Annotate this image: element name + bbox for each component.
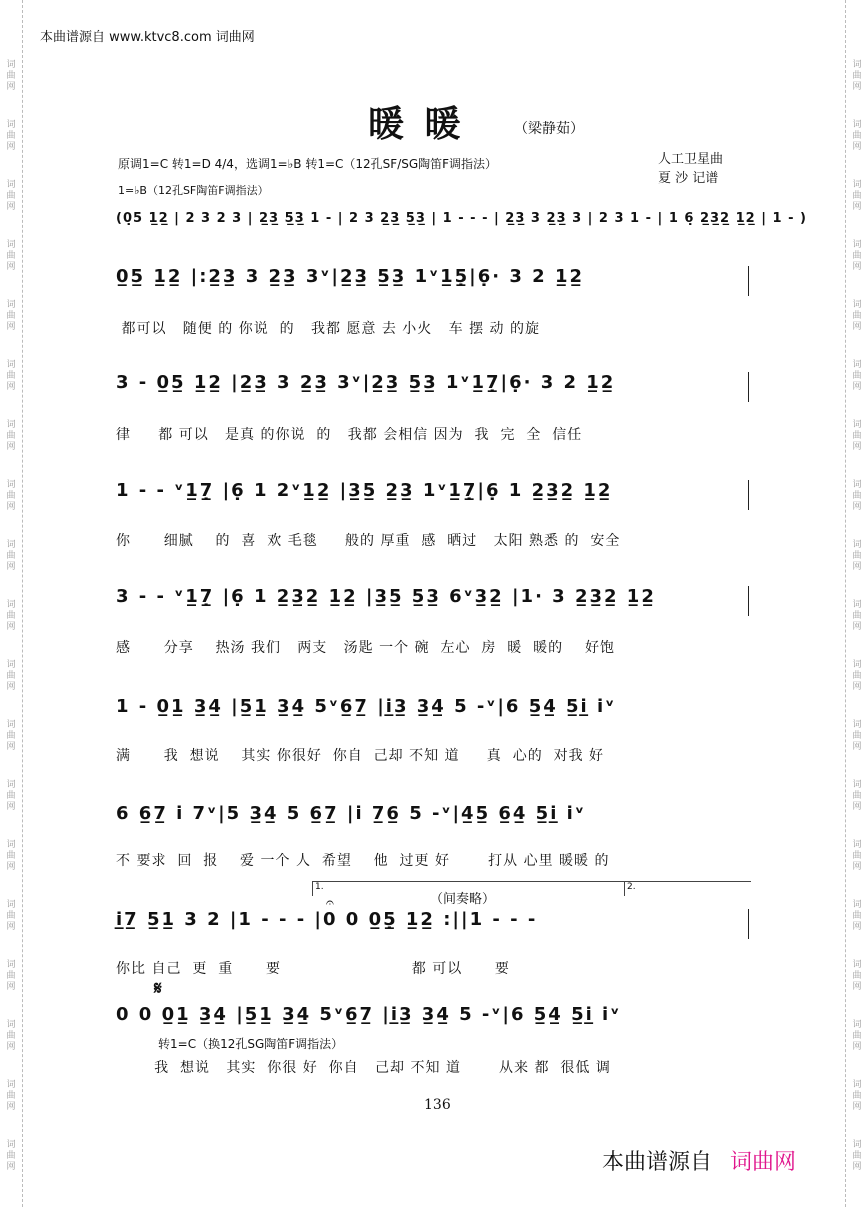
margin-watermark-text: 词 曲 网 [852, 360, 862, 392]
key-info-secondary: 1=♭B（12孔SF陶笛F调指法） [118, 184, 269, 197]
singer: （梁静茹） [514, 121, 584, 137]
margin-watermark-text: 词 曲 网 [6, 780, 16, 812]
volta-2: 2. [624, 881, 751, 896]
margin-watermark-text: 词 曲 网 [852, 660, 862, 692]
margin-watermark-text: 词 曲 网 [852, 1140, 862, 1172]
notes-line-6: 6 6̲7̲ i 7ᵛ|5 3̲4̲ 5 6̲7̲ |i 7̲6̲ 5 -ᵛ|4̲5̲ 6̲4̲ 5̲i̲ iᵛ [116, 803, 586, 824]
barline [748, 586, 749, 616]
fermata: 𝄐 [326, 895, 334, 911]
lyrics-line-8: 我 想说 其实 你很 好 你自 己却 不知 道 从来 都 很低 调 [116, 1060, 611, 1076]
margin-watermark-text: 词 曲 网 [6, 180, 16, 212]
margin-watermark-text: 词 曲 网 [6, 600, 16, 632]
margin-watermark-text: 词 曲 网 [852, 780, 862, 812]
margin-watermark-text: 词 曲 网 [6, 300, 16, 332]
source-footer-site: 词曲网 [730, 1150, 797, 1175]
lyrics-line-5: 满 我 想说 其实 你很好 你自 己却 不知 道 真 心的 对我 好 [116, 748, 605, 764]
lyrics-line-6: 不 要求 回 报 爱 一个 人 希望 他 过更 好 打从 心里 暖暖 的 [116, 853, 610, 869]
notes-line-3: 1 - - ᵛ1̲7̣̲ |6̣ 1 2ᵛ1̲2̲ |3̲5̲ 2̲3̲ 1ᵛ1̲7̣̲|6̣ 1 2̲3̲2̲ 1̲2̲ [116, 480, 613, 501]
margin-watermark-text: 词 曲 网 [6, 360, 16, 392]
interlude-label: （间奏略） [430, 892, 496, 907]
margin-watermark-text: 词 曲 网 [852, 840, 862, 872]
source-line: 本曲谱源自 www.ktvc8.com 词曲网 [40, 30, 255, 45]
margin-watermark-text: 词 曲 网 [852, 180, 862, 212]
margin-watermark-text: 词 曲 网 [852, 60, 862, 92]
margin-watermark-text: 词 曲 网 [6, 1080, 16, 1112]
margin-watermark-text: 词 曲 网 [6, 720, 16, 752]
margin-watermark-text: 词 曲 网 [6, 60, 16, 92]
lyrics-line-2: 律 都 可以 是真 的你说 的 我都 会相信 因为 我 完 全 信任 [116, 427, 583, 443]
margin-watermark-text: 词 曲 网 [6, 900, 16, 932]
margin-watermark-text: 词 曲 网 [6, 540, 16, 572]
margin-watermark-text: 词 曲 网 [6, 1020, 16, 1052]
page-number: 136 [424, 1097, 451, 1113]
margin-watermark-text: 词 曲 网 [852, 300, 862, 332]
credits [658, 150, 723, 188]
key-change-note: 转1=C（换12孔SG陶笛F调指法） [158, 1037, 344, 1051]
margin-watermark-text: 词 曲 网 [6, 660, 16, 692]
margin-watermark-text: 词 曲 网 [6, 420, 16, 452]
notes-line-7: i̲7̲ 5̲1̲ 3 2 |1 - - - |0 0 0̲5̣̲ 1̲2̲ :||1 - - - [116, 909, 538, 930]
notes-line-5: 1 - 0̲1̲ 3̲4̲ |5̲1̲ 3̲4̲ 5ᵛ6̲7̲ |i̲3̲ 3̲4̲ 5 -ᵛ|6 5̲4̲ 5̲i̲ iᵛ [116, 696, 617, 717]
margin-watermark-text: 词 曲 网 [6, 840, 16, 872]
lyrics-line-1: 都可以 随便 的 你说 的 我都 愿意 去 小火 车 摆 动 的旋 [116, 321, 541, 337]
margin-watermark-text: 词 曲 网 [852, 720, 862, 752]
lyrics-line-3: 你 细腻 的 喜 欢 毛毯 般的 厚重 感 晒过 太阳 熟悉 的 安全 [116, 533, 621, 549]
notes-line-8: 0 0 0̲1̲ 3̲4̲ |5̲1̲ 3̲4̲ 5ᵛ6̲7̲ |i̲3̲ 3̲4̲ 5 -ᵛ|6 5̲4̲ 5̲i̲ iᵛ [116, 1004, 622, 1025]
notes-line-1: 0̲5̲ 1̲2̲ |:2̲3̲ 3 2̲3̲ 3ᵛ|2̲3̲ 5̲3̲ 1ᵛ1̲5̣̲|6̣· 3 2 1̲2̲ [116, 266, 584, 287]
barline [748, 909, 749, 939]
notes-line-2: 3 - 0̲5̲ 1̲2̲ |2̲3̲ 3 2̲3̲ 3ᵛ|2̲3̲ 5̲3̲ 1ᵛ1̲7̣̲|6̣· 3 2 1̲2̲ [116, 372, 616, 393]
margin-watermark-text: 词 曲 网 [852, 1080, 862, 1112]
volta-1: 1. [312, 881, 627, 896]
barline [748, 266, 749, 296]
barline [748, 480, 749, 510]
margin-watermark-text: 词 曲 网 [852, 480, 862, 512]
margin-watermark-text: 词 曲 网 [852, 120, 862, 152]
margin-watermark-text: 词 曲 网 [6, 120, 16, 152]
margin-watermark-text: 词 曲 网 [852, 540, 862, 572]
margin-watermark-text: 词 曲 网 [6, 240, 16, 272]
key-info: 原调1=C 转1=D 4/4，选调1=♭B 转1=C（12孔SF/SG陶笛F调指法） [118, 157, 498, 171]
notes-line-4: 3 - - ᵛ1̲7̣̲ |6̣ 1 2̲3̲2̲ 1̲2̲ |3̲5̲ 5̲3̲ 6ᵛ3̲2̲ |1· 3 2̲3̲2̲ 1̲2̲ [116, 586, 656, 607]
margin-watermark-text: 词 曲 网 [852, 420, 862, 452]
margin-watermark-text: 词 曲 网 [852, 960, 862, 992]
margin-watermark-text: 词 曲 网 [852, 900, 862, 932]
transcriber: 夏 沙 记谱 [658, 171, 719, 186]
lyrics-line-4: 感 分享 热汤 我们 两支 汤匙 一个 碗 左心 房 暖 暖的 好饱 [116, 640, 615, 656]
lyrics-line-7: 你比 自己 更 重 要 都 可以 要 [116, 961, 510, 977]
composer: 人工卫星曲 [658, 152, 724, 167]
margin-watermark-text: 词 曲 网 [852, 1020, 862, 1052]
source-footer-label: 本曲谱源自 [602, 1150, 713, 1175]
intro-notes: (0̣5 1̲2̲ | 2 3 2 3 | 2̲3̲ 5̲3̲ 1 - | 2 3 2̲3̲ 5̲3̲ | 1 - - - | 2̲3̲ 3 2̲3̲ 3 | 2 3 1 - | 1 6̣ 2̲3̲2̲ 1̲2̲ | 1 - ) [116, 211, 807, 226]
barline [748, 372, 749, 402]
song-title: 暖 暖 [368, 104, 465, 145]
margin-watermark-text: 词 曲 网 [6, 960, 16, 992]
margin-watermark-text: 词 曲 网 [6, 480, 16, 512]
segno-sign: 𝄋 [154, 978, 162, 999]
margin-watermark-text: 词 曲 网 [852, 240, 862, 272]
margin-watermark-text: 词 曲 网 [6, 1140, 16, 1172]
margin-watermark-text: 词 曲 网 [852, 600, 862, 632]
source-footer [602, 1145, 796, 1176]
